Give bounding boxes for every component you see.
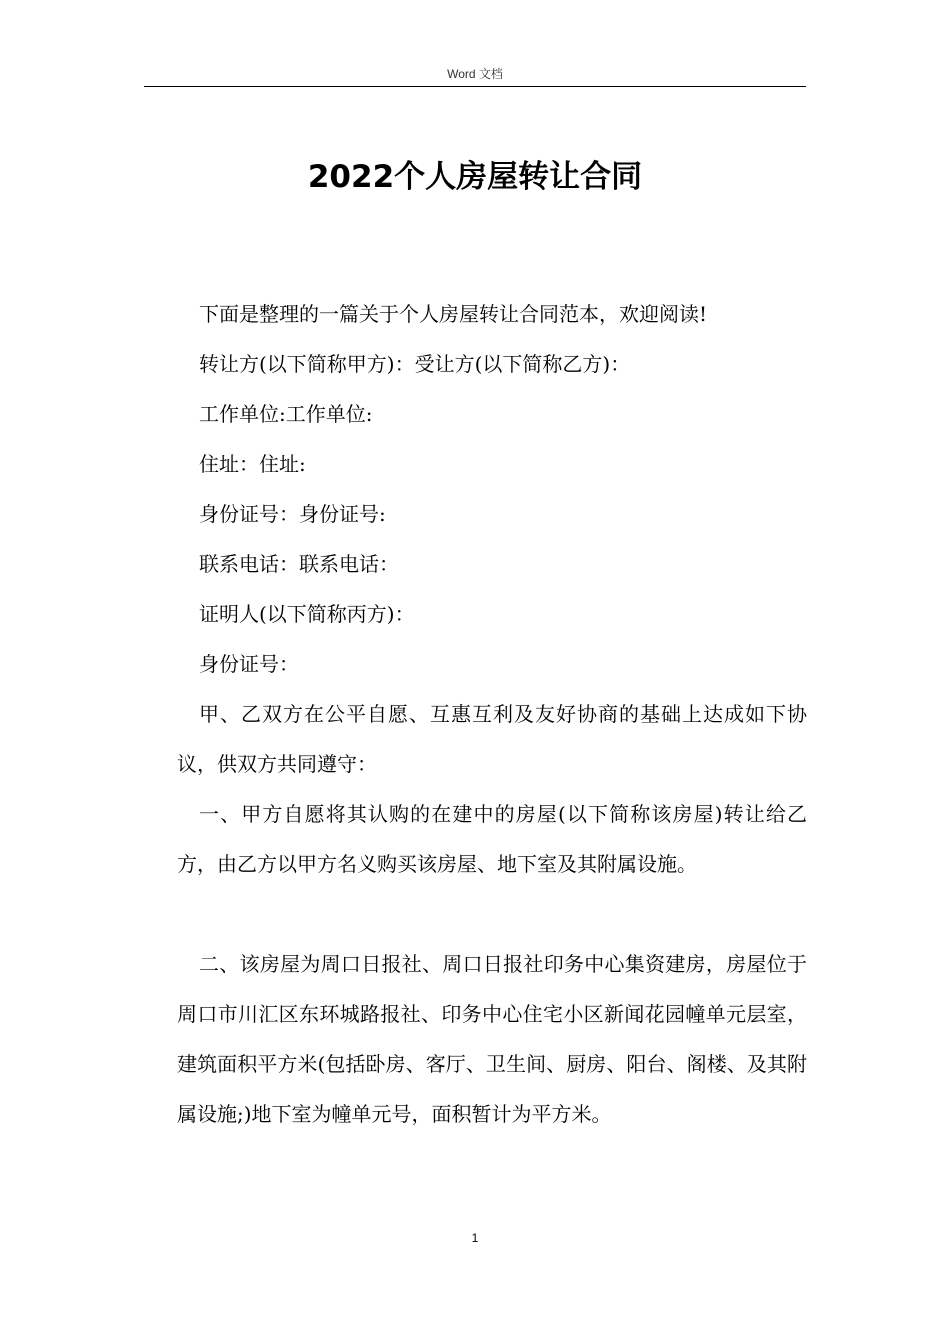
paragraph-work-unit: 工作单位:工作单位: [199,402,373,426]
paragraph-id-number: 身份证号：身份证号: [199,502,386,526]
paragraph-phone: 联系电话：联系电话： [199,552,399,576]
header-divider [144,86,806,87]
paragraph-witness-id: 身份证号： [199,652,299,676]
paragraph-spacer [177,889,807,939]
paragraph-intro: 下面是整理的一篇关于个人房屋转让合同范本，欢迎阅读! [199,302,708,326]
document-title: 2022个人房屋转让合同 [307,159,643,195]
paragraph-clause-1: 一、甲方自愿将其认购的在建中的房屋(以下简称该房屋)转让给乙方，由乙方以甲方名义购买该房屋、地下室及其附属设施。 [177,802,807,876]
page-number: 1 [471,1231,479,1245]
paragraph-clause-2: 二、该房屋为周口日报社、周口日报社印务中心集资建房，房屋位于周口市川汇区东环城路报社、印务中心住宅小区新闻花园幢单元层室，建筑面积平方米(包括卧房、客厅、卫生间、厨房、阳台、阁楼、及其附属设施;)地下室为幢单元号，面积暂计为平方米。 [177,952,807,1126]
paragraph-parties: 转让方(以下简称甲方)：受让方(以下简称乙方)： [199,352,631,376]
document-body [177,289,807,1139]
paragraph-address: 住址：住址: [199,452,306,476]
paragraph-agreement: 甲、乙双方在公平自愿、互惠互利及友好协商的基础上达成如下协议，供双方共同遵守： [177,702,807,776]
page-header: Word 文档 [447,67,503,81]
paragraph-witness: 证明人(以下简称丙方)： [199,602,415,626]
